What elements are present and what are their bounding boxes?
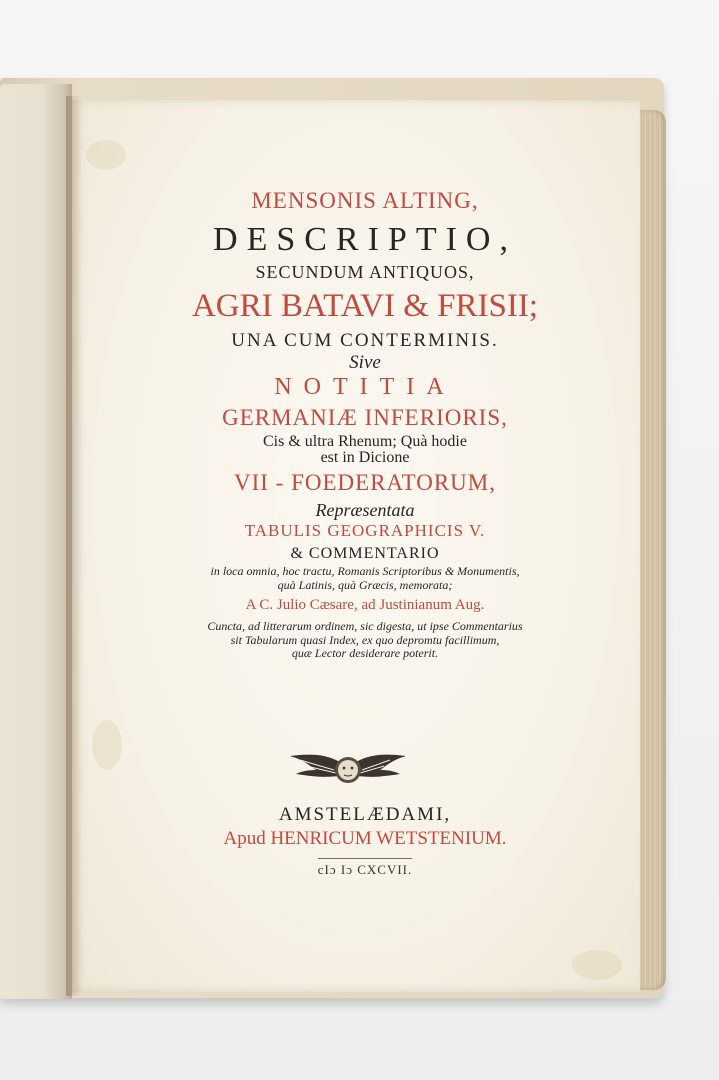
sive-line: Sive (349, 352, 381, 373)
cuncta-line: Cuncta, ad litterarum ordinem, sic digesta, ut ipse Commentarius (207, 618, 523, 633)
repraesentata-line: Repræsentata (315, 500, 415, 521)
title-text-block (150, 188, 580, 661)
germaniae-line: GERMANIÆ INFERIORIS, (222, 405, 508, 431)
tabulis-line: TABULIS GEOGRAPHICIS V. (244, 521, 486, 540)
sit-line: sit Tabularum quasi Index, ex quo depromtu facillimum, (230, 632, 500, 647)
commentario-line: & COMMENTARIO (290, 544, 440, 562)
imprint-block (150, 804, 580, 879)
author-line: MENSONIS ALTING, (251, 188, 479, 213)
publisher-line: Apud HENRICUM WETSTENIUM. (223, 827, 507, 849)
book-gutter (66, 96, 82, 996)
cis-line-2: est in Dicione (320, 448, 410, 466)
quae-line: quæ Lector desiderare poterit. (291, 646, 439, 661)
cherub-ornament-icon (290, 746, 406, 792)
agri-line: AGRI BATAVI & FRISII; (191, 288, 539, 325)
cis-line-1: Cis & ultra Rhenum; Quà hodie (263, 432, 467, 450)
notitia-line: NOTITIA (274, 373, 456, 400)
date-line: cIɔ Iɔ CXCVII. (318, 858, 413, 878)
una-line: UNA CUM CONTERMINIS. (231, 330, 499, 352)
secundum-line: SECUNDUM ANTIQUOS, (255, 261, 475, 282)
vii-line: VII - FOEDERATORUM, (234, 469, 496, 495)
descriptio-line: DESCRIPTIO, (213, 221, 517, 259)
qua-latinis-line: quà Latinis, quà Græcis, memorata; (277, 577, 453, 592)
in-loca-line: in loca omnia, hoc tractu, Romanis Scriptoribus & Monumentis, (210, 563, 520, 578)
julio-line: A C. Julio Cæsare, ad Justinianum Aug. (245, 596, 485, 613)
city-line: AMSTELÆDAMI, (278, 804, 452, 825)
left-page (0, 84, 72, 999)
